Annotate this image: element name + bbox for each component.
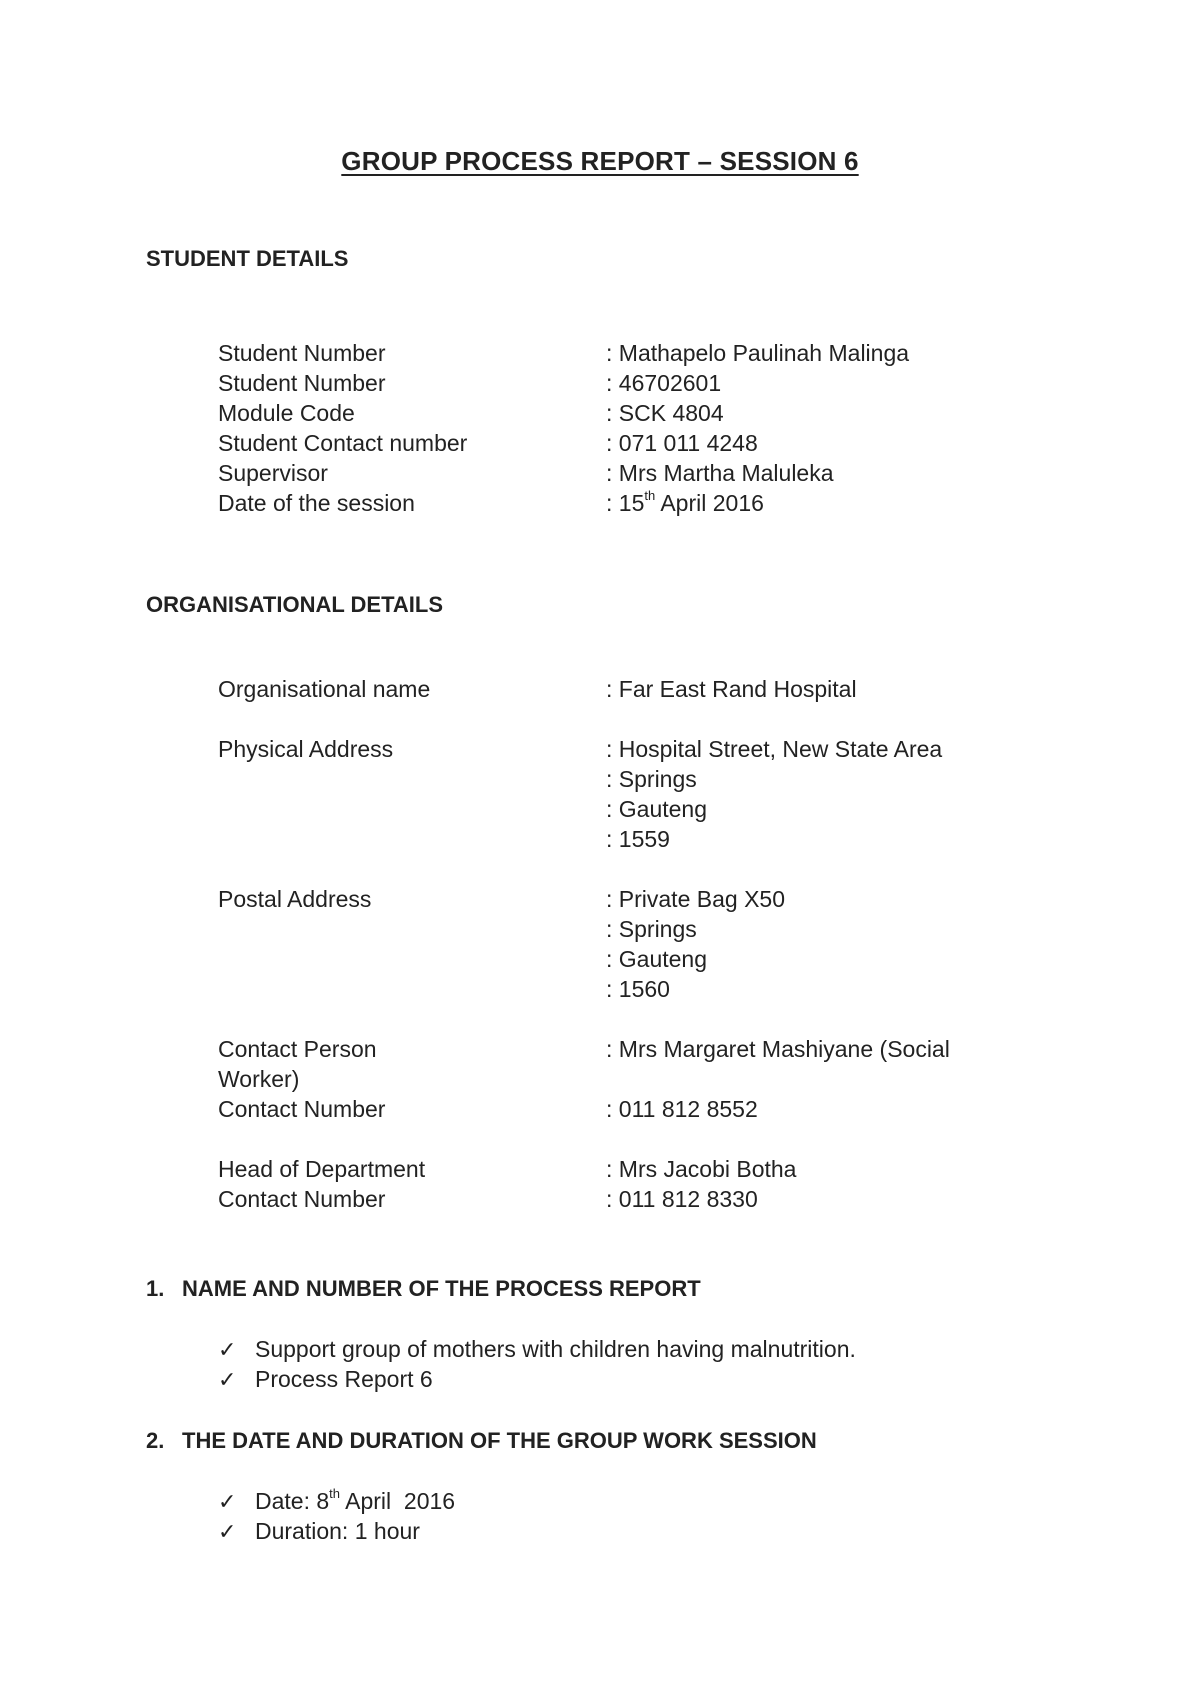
postal-address-line: : Springs: [606, 916, 697, 942]
supervisor-label: Supervisor: [218, 460, 328, 486]
student-contact-value: : 071 011 4248: [606, 430, 758, 456]
session-date-value: [606, 490, 764, 517]
contact-number-value: : 011 812 8552: [606, 1096, 758, 1122]
postal-address-line: : Gauteng: [606, 946, 708, 972]
checkmark-icon: ✓: [218, 1367, 237, 1392]
list-item-text-suffix: April 2016: [340, 1488, 456, 1514]
session-date-suffix: April 2016: [655, 490, 764, 516]
section-1-heading: [146, 1276, 701, 1302]
contact-person-label: Contact Person: [218, 1036, 377, 1062]
physical-address-line: : Hospital Street, New State Area: [606, 736, 943, 762]
section-number: 2.: [146, 1428, 165, 1453]
head-of-department-label: Head of Department: [218, 1156, 426, 1182]
student-contact-label: Student Contact number: [218, 430, 468, 456]
organisational-details-heading: ORGANISATIONAL DETAILS: [146, 592, 443, 617]
section-2-heading: [146, 1428, 817, 1454]
list-item: [218, 1336, 856, 1363]
checkmark-icon: ✓: [218, 1337, 237, 1362]
list-item-text: Duration: 1 hour: [255, 1518, 420, 1544]
list-item-text: Support group of mothers with children having malnutrition.: [255, 1336, 856, 1362]
checkmark-icon: ✓: [218, 1519, 237, 1544]
head-of-department-value: : Mrs Jacobi Botha: [606, 1156, 797, 1182]
list-item: [218, 1366, 433, 1393]
physical-address-line: : Springs: [606, 766, 697, 792]
student-details-heading: STUDENT DETAILS: [146, 246, 349, 271]
supervisor-value: : Mrs Martha Maluleka: [606, 460, 834, 486]
section-title: THE DATE AND DURATION OF THE GROUP WORK SESSION: [182, 1428, 817, 1453]
list-item: [218, 1488, 455, 1515]
session-date-prefix: : 15: [606, 490, 645, 516]
module-code-label: Module Code: [218, 400, 355, 426]
hod-contact-number-label: Contact Number: [218, 1186, 386, 1212]
student-name-label: Student Number: [218, 340, 386, 366]
physical-address-line: : Gauteng: [606, 796, 708, 822]
contact-person-label-continued: Worker): [218, 1066, 300, 1092]
student-number-value: : 46702601: [606, 370, 722, 396]
page-title: GROUP PROCESS REPORT – SESSION 6: [341, 146, 859, 176]
postal-address-label: Postal Address: [218, 886, 372, 912]
physical-address-label: Physical Address: [218, 736, 394, 762]
hod-contact-number-value: : 011 812 8330: [606, 1186, 758, 1212]
student-name-value: : Mathapelo Paulinah Malinga: [606, 340, 910, 366]
session-date-ordinal: th: [644, 488, 656, 504]
student-number-label: Student Number: [218, 370, 386, 396]
list-item: [218, 1518, 420, 1545]
session-date-label: Date of the session: [218, 490, 415, 516]
physical-address-line: : 1559: [606, 826, 670, 852]
section-number: 1.: [146, 1276, 165, 1301]
checkmark-icon: ✓: [218, 1489, 237, 1514]
contact-person-value: : Mrs Margaret Mashiyane (Social: [606, 1036, 950, 1062]
org-name-label: Organisational name: [218, 676, 431, 702]
date-ordinal: th: [329, 1486, 340, 1502]
module-code-value: : SCK 4804: [606, 400, 724, 426]
section-title: NAME AND NUMBER OF THE PROCESS REPORT: [182, 1276, 701, 1301]
list-item-text: Process Report 6: [255, 1366, 433, 1392]
list-item-text-prefix: Date: 8: [255, 1488, 330, 1514]
contact-number-label: Contact Number: [218, 1096, 386, 1122]
postal-address-line: : 1560: [606, 976, 670, 1002]
postal-address-line: : Private Bag X50: [606, 886, 785, 912]
org-name-value: : Far East Rand Hospital: [606, 676, 857, 702]
